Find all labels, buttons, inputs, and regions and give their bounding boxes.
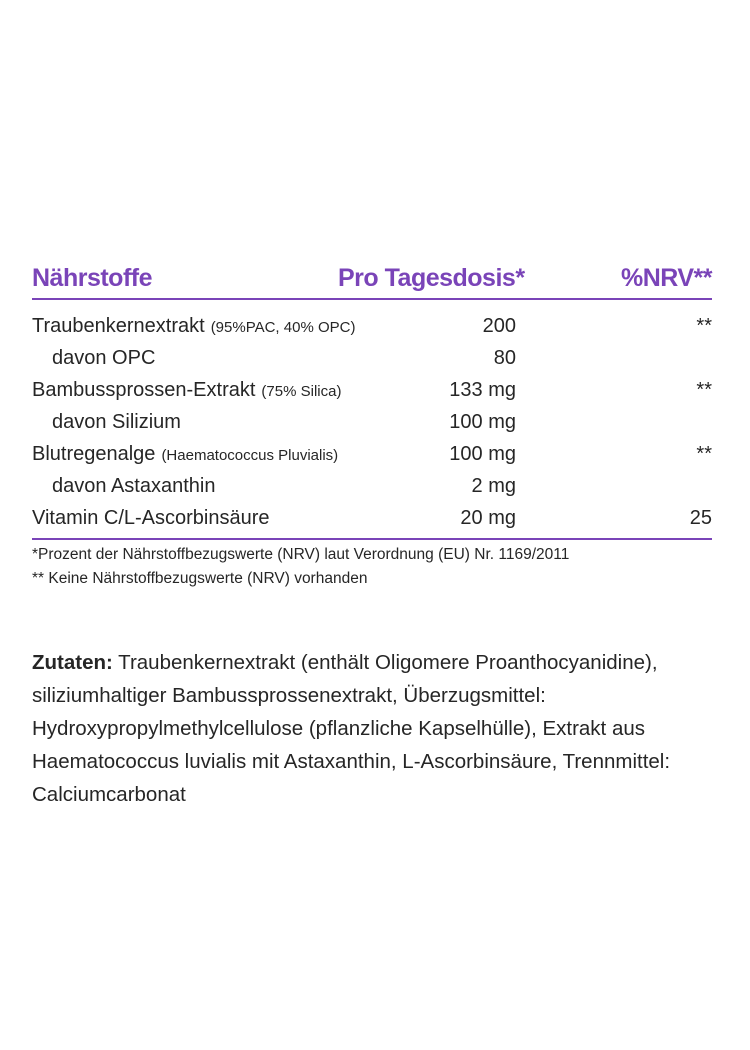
- nutrient-name: davon OPC: [52, 347, 156, 369]
- header-naehrstoffe: Nährstoffe: [32, 264, 153, 292]
- nutrient-dose: 200: [482, 315, 516, 337]
- nutrient-name: [32, 310, 355, 344]
- table-row: [32, 342, 712, 374]
- ingredients-paragraph: [32, 646, 722, 811]
- nutrient-dose: 2 mg: [471, 475, 516, 497]
- nutrient-note: (Haematococcus Pluvialis): [161, 447, 339, 464]
- header-nrv: %NRV**: [620, 264, 712, 292]
- nutrient-label: Traubenkernextrakt: [32, 315, 205, 337]
- table-header: [32, 258, 712, 300]
- nutrient-dose: 100 mg: [449, 443, 516, 465]
- table-row: [32, 406, 712, 438]
- nutrient-dose: 100 mg: [449, 411, 516, 433]
- nutrient-nrv: 25: [689, 507, 712, 529]
- nutrient-label: Bambussprossen-Extrakt: [32, 379, 256, 401]
- footnotes: [32, 543, 712, 591]
- table-row: [32, 310, 712, 342]
- nutrient-nrv: **: [696, 315, 712, 337]
- ingredients-label: Zutaten:: [32, 651, 113, 674]
- nutrient-dose: 80: [493, 347, 516, 369]
- nutrient-nrv: **: [696, 443, 712, 465]
- table-row: [32, 374, 712, 406]
- nutrient-note: (75% Silica): [261, 383, 342, 400]
- table-body: [32, 310, 712, 534]
- nutrient-note: (95%PAC, 40% OPC): [210, 319, 356, 336]
- nutrient-name: Vitamin C/L-Ascorbinsäure: [32, 507, 270, 529]
- nutrient-dose: 20 mg: [460, 507, 516, 529]
- nutrient-dose: 133 mg: [449, 379, 516, 401]
- footnote-nrv: *Prozent der Nährstoffbezugswerte (NRV) laut Verordnung (EU) Nr. 1169/2011: [32, 546, 570, 563]
- table-row: [32, 438, 712, 470]
- nutrient-name: davon Silizium: [52, 411, 181, 433]
- table-row: [32, 502, 712, 534]
- table-divider: [32, 538, 712, 540]
- footnote-no-nrv: ** Keine Nährstoffbezugswerte (NRV) vorhanden: [32, 570, 368, 587]
- nutrient-name: [32, 438, 338, 472]
- header-pro-tagesdosis: Pro Tagesdosis*: [338, 264, 525, 292]
- nutrient-nrv: **: [696, 379, 712, 401]
- ingredients-text: Traubenkernextrakt (enthält Oligomere Proanthocyanidine), siliziumhaltiger Bambussprossenextrakt, Überzugsmittel: Hydroxypropylmethylcellulose (pflanzliche Kapselhülle), Extrakt aus Haematococcus luvialis mit Astaxanthin, L-Ascorbinsäure, Trennmittel: Calciumcarbonat: [32, 651, 671, 806]
- nutrient-label: Blutregenalge: [32, 443, 156, 465]
- nutrition-table: [32, 258, 712, 591]
- table-row: [32, 470, 712, 502]
- nutrient-name: [32, 374, 341, 408]
- nutrient-name: davon Astaxanthin: [52, 475, 216, 497]
